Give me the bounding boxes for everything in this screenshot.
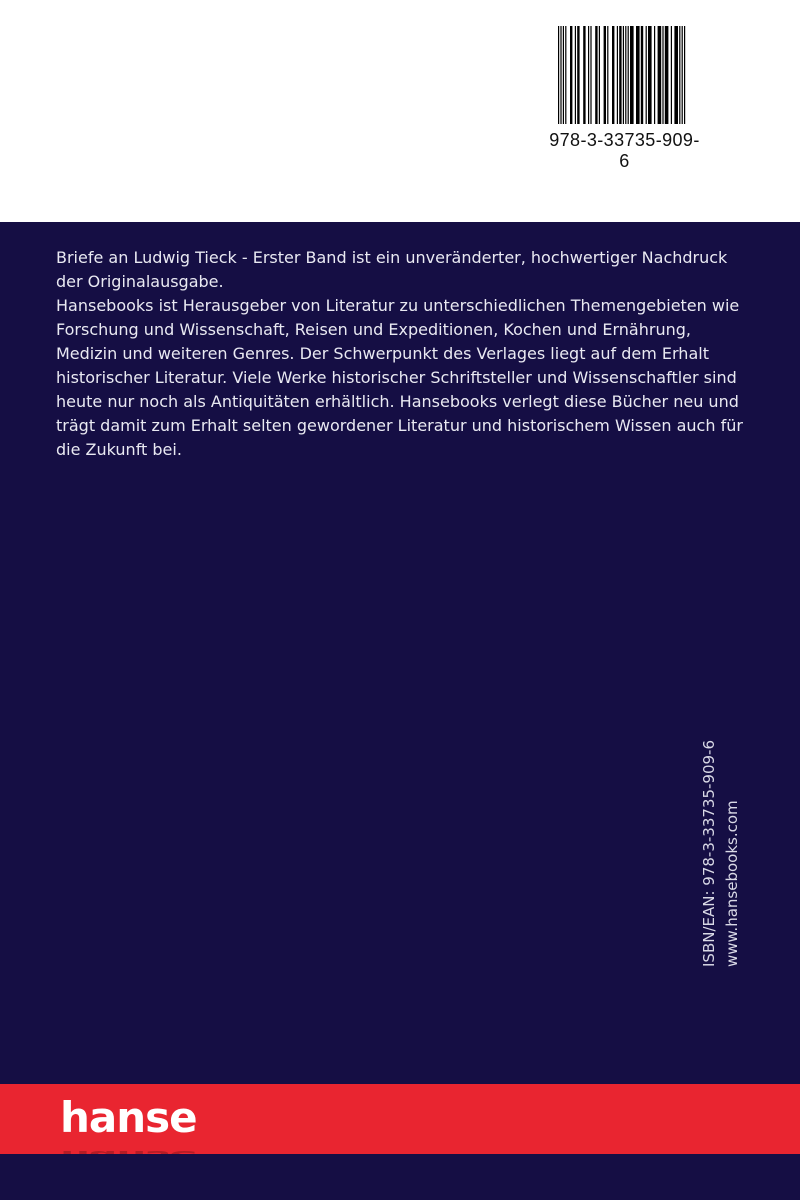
barcode-bar — [684, 26, 685, 124]
barcode-bar — [565, 26, 566, 124]
description-paragraph-2: Hansebooks ist Herausgeber von Literatur zu unterschiedlichen Themengebieten wie Forschung und Wissenschaft, Reisen und Expeditionen, Kochen und Ernährung, Medizin und weiteren Genres. Der Schwerpunkt des Verlages liegt auf dem Erhalt historischer Literatur. Viele Werke historischer Schriftsteller und Wissenschaftler sind heute nur noch als Antiquitäten erhältlich. Hansebooks verlegt diese Bücher neu und trägt damit zum Erhalt selten gewordener Literatur und historischem Wissen auch für die Zukunft bei. — [56, 296, 743, 459]
barcode-bar — [619, 26, 621, 124]
barcode-bar — [671, 26, 672, 124]
barcode-bar — [558, 26, 559, 124]
barcode-bar — [646, 26, 647, 124]
barcode-bar — [630, 26, 634, 124]
description-text — [56, 246, 756, 462]
barcode-bar — [604, 26, 606, 124]
barcode-bar — [607, 26, 608, 124]
barcode-bar — [674, 26, 678, 124]
barcode-bar — [665, 26, 669, 124]
barcode-bar — [588, 26, 589, 124]
isbn-line: ISBN/EAN: 978-3-33735-909-6 — [700, 739, 718, 967]
barcode-bar — [636, 26, 640, 124]
barcode-bar — [570, 26, 572, 124]
barcode-bar — [599, 26, 600, 124]
barcode-bar — [658, 26, 662, 124]
barcode-bar — [560, 26, 561, 124]
barcode-bar — [662, 26, 663, 124]
barcode-bar — [679, 26, 680, 124]
hanse-logo: hanse — [60, 1093, 197, 1142]
barcode-bar — [628, 26, 629, 124]
barcode-bar — [648, 26, 652, 124]
barcode-bar — [577, 26, 579, 124]
vertical-isbn-block — [698, 695, 744, 967]
barcode-bar — [623, 26, 624, 124]
barcode-bar — [612, 26, 614, 124]
website-link[interactable]: www.hansebooks.com — [723, 800, 741, 967]
barcode-bar — [654, 26, 655, 124]
barcode-bar — [583, 26, 585, 124]
barcode-bar — [617, 26, 618, 124]
barcode-box — [547, 18, 702, 171]
bottom-dark-strip — [0, 1154, 800, 1200]
barcode-bar — [590, 26, 591, 124]
back-cover-main — [0, 222, 800, 1084]
top-white-area — [0, 0, 800, 222]
barcode-bar — [563, 26, 564, 124]
description-paragraph-1: Briefe an Ludwig Tieck - Erster Band ist ein unveränderter, hochwertiger Nachdruck der Originalausgabe. — [56, 248, 728, 291]
barcode-bar — [625, 26, 626, 124]
barcode-bar — [575, 26, 576, 124]
barcode-bar — [641, 26, 643, 124]
barcode-bar — [682, 26, 683, 124]
barcode-bar — [595, 26, 597, 124]
vertical-isbn-text — [698, 740, 744, 967]
publisher-band — [0, 1084, 800, 1154]
barcode-number: 978-3-33735-909-6 — [549, 130, 700, 171]
barcode — [556, 26, 694, 128]
